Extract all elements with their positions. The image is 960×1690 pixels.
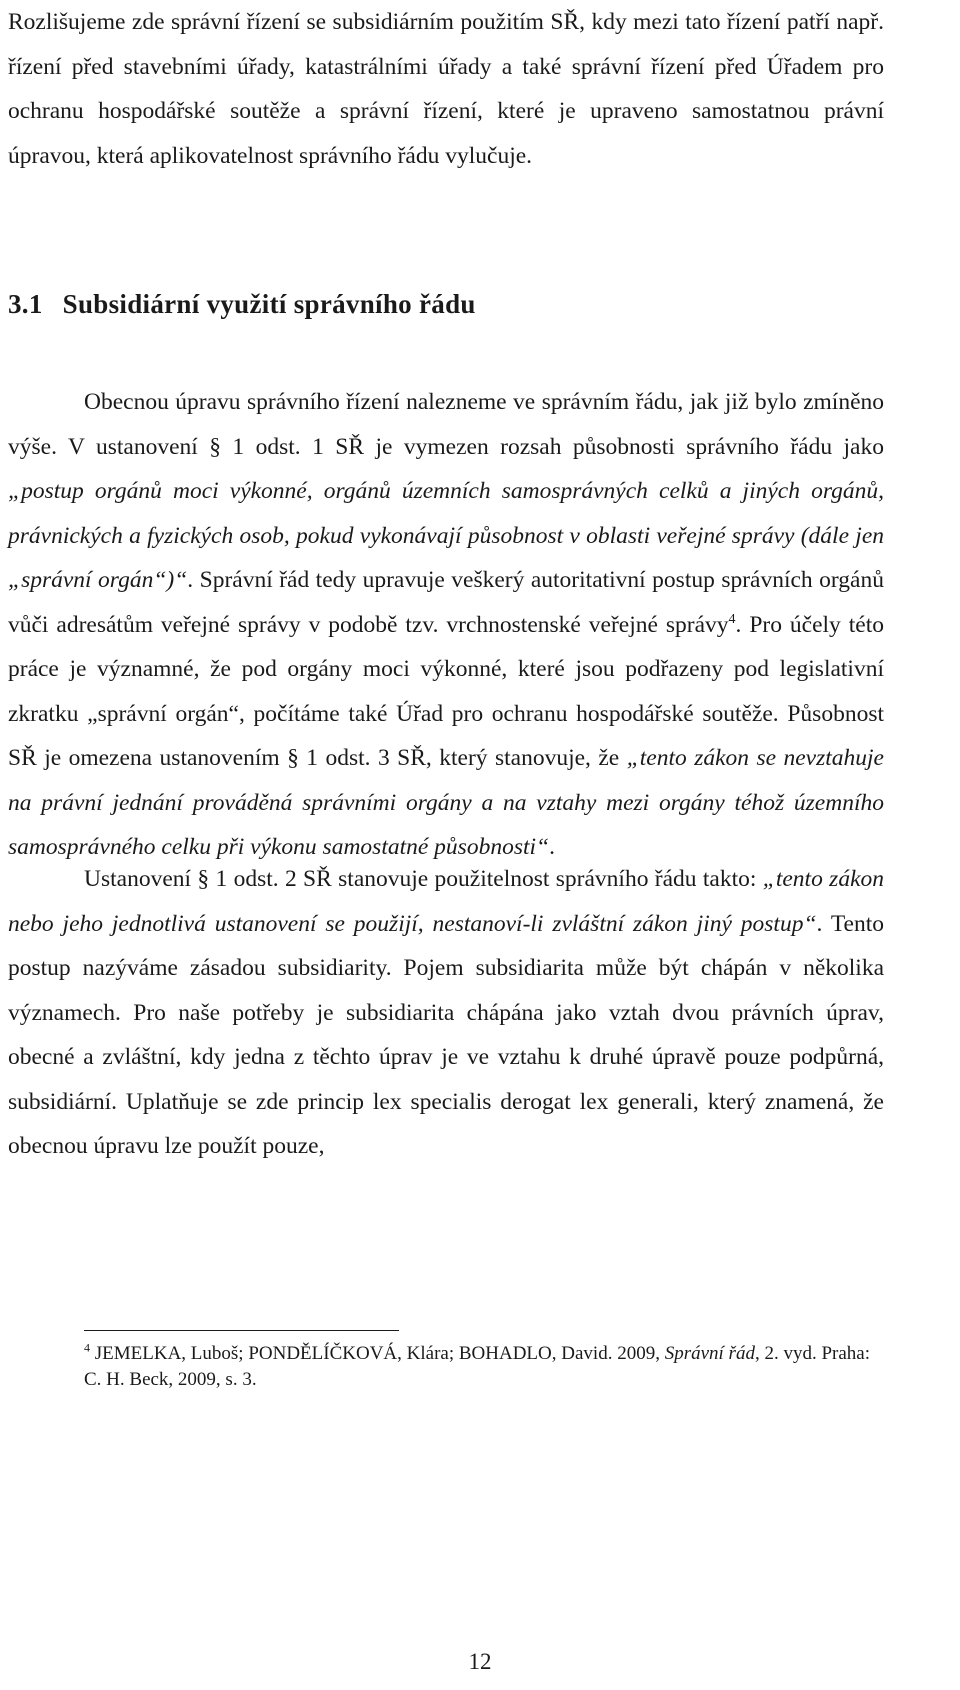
footnote: [84, 1341, 884, 1393]
paragraph-scope-text-3: . Pro účely této práce je významné, že pod orgány moci výkonné, které jsou podřazeny pod legislativní zkratku „správní orgán“, počítáme také Úřad pro ochranu hospodářské soutěže. Působnost SŘ je omezena ustanovením § 1 odst. 3 SŘ, který stanovuje, že: [8, 611, 884, 771]
footnote-title: Správní řád: [664, 1343, 755, 1364]
paragraph-subsidiarity: [8, 857, 884, 1169]
footnote-text-before: JEMELKA, Luboš; PONDĚLÍČKOVÁ, Klára; BOHADLO, David. 2009,: [90, 1343, 665, 1364]
paragraph-scope-text-4: .: [549, 834, 555, 860]
paragraph-intro: [8, 0, 884, 178]
footnote-number: 4: [84, 1340, 90, 1355]
quote-scope-exclusion: „tento zákon se nevztahuje na právní jednání prováděná správními orgány a na vztahy mezi orgány téhož územního samosprávného celku při výkonu samostatné působnosti“: [8, 745, 884, 860]
quote-scope-definition: „postup orgánů moci výkonné, orgánů územních samosprávných celků a jiných orgánů, právnických a fyzických osob, pokud vykonávají působnost v oblasti veřejné správy (dále jen „správní orgán“)“: [8, 478, 884, 593]
paragraph-intro-text: Rozlišujeme zde správní řízení se subsidiárním použitím SŘ, kdy mezi tato řízení patří např. řízení před stavebními úřady, katastrálními úřady a také správní řízení před Úřadem pro ochranu hospodářské soutěže a správní řízení, které je upraveno samostatnou právní úpravou, která aplikovatelnost správního řádu vylučuje.: [8, 9, 884, 169]
section-number: 3.1: [8, 289, 43, 319]
section-heading: [8, 284, 476, 324]
footnote-text-after: , 2. vyd. Praha: C. H. Beck, 2009, s. 3.: [84, 1343, 870, 1390]
section-title: Subsidiární využití správního řádu: [62, 289, 476, 319]
footnote-reference[interactable]: 4: [728, 611, 736, 627]
footnote-divider: [84, 1330, 399, 1331]
paragraph-subsidiarity-text-2: . Tento postup nazýváme zásadou subsidiarity. Pojem subsidiarita může být chápán v několika významech. Pro naše potřeby je subsidiarita chápána jako vztah dvou právních úprav, obecné a zvláštní, kdy jedna z těchto úprav je ve vztahu k druhé úpravě pouze podpůrná, subsidiární. Uplatňuje se zde princip lex specialis derogat lex generali, který znamená, že obecnou úpravu lze použít pouze,: [8, 910, 884, 1159]
quote-subsidiarity: „tento zákon nebo jeho jednotlivá ustanovení se použijí, nestanoví-li zvláštní zákon jiný postup“: [8, 866, 884, 937]
paragraph-subsidiarity-text-1: Ustanovení § 1 odst. 2 SŘ stanovuje použitelnost správního řádu takto:: [84, 866, 763, 892]
paragraph-scope: [8, 380, 884, 870]
paragraph-scope-text-1: Obecnou úpravu správního řízení nalezneme ve správním řádu, jak již bylo zmíněno výše. V ustanovení § 1 odst. 1 SŘ je vymezen rozsah působnosti správního řádu jako: [8, 389, 884, 460]
paragraph-scope-text-2: . Správní řád tedy upravuje veškerý autoritativní postup správních orgánů vůči adresátům veřejné správy v podobě tzv. vrchnostenské veřejné správy: [8, 567, 884, 638]
page-number: 12: [468, 1649, 492, 1674]
